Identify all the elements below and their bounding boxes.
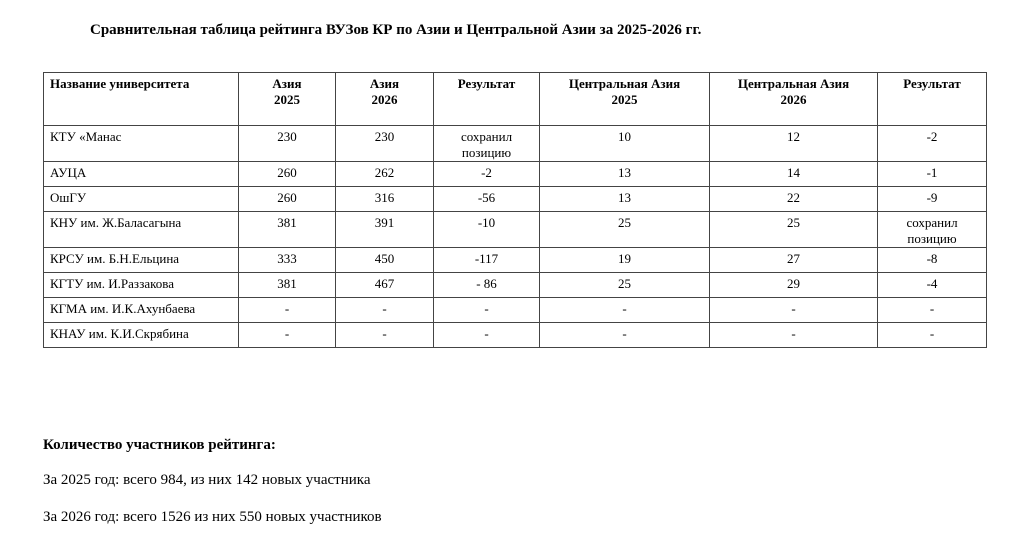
column-header: Название университета <box>44 73 239 126</box>
university-name-cell: КГМА им. И.К.Ахунбаева <box>44 298 239 323</box>
table-cell: 12 <box>710 126 878 162</box>
table-cell: 450 <box>336 248 434 273</box>
table-row <box>44 248 987 273</box>
university-name-cell: КТУ «Манас <box>44 126 239 162</box>
university-name-cell: КНУ им. Ж.Баласагына <box>44 212 239 248</box>
table-cell: 391 <box>336 212 434 248</box>
table-cell: -56 <box>434 187 540 212</box>
column-header: Азия 2026 <box>336 73 434 126</box>
table-cell: 381 <box>239 273 336 298</box>
table-cell: 230 <box>336 126 434 162</box>
table-cell: - <box>336 323 434 348</box>
table-cell: 230 <box>239 126 336 162</box>
column-header: Результат <box>878 73 987 126</box>
table-cell: -117 <box>434 248 540 273</box>
table-cell: - <box>434 323 540 348</box>
table-cell: -9 <box>878 187 987 212</box>
table-cell: - 86 <box>434 273 540 298</box>
university-name-cell: КРСУ им. Б.Н.Ельцина <box>44 248 239 273</box>
participants-2026: За 2026 год: всего 1526 из них 550 новых участников <box>43 509 382 525</box>
university-name-cell: КГТУ им. И.Раззакова <box>44 273 239 298</box>
table-cell: 260 <box>239 162 336 187</box>
table-cell: -4 <box>878 273 987 298</box>
column-header: Центральная Азия 2025 <box>540 73 710 126</box>
participants-heading: Количество участников рейтинга: <box>43 437 276 453</box>
table-row <box>44 298 987 323</box>
table-cell: 262 <box>336 162 434 187</box>
table-cell: 14 <box>710 162 878 187</box>
table-cell: 19 <box>540 248 710 273</box>
table-cell: 260 <box>239 187 336 212</box>
table-cell: 13 <box>540 162 710 187</box>
table-cell: 27 <box>710 248 878 273</box>
column-header: Центральная Азия 2026 <box>710 73 878 126</box>
table-row <box>44 126 987 162</box>
table-cell: - <box>540 298 710 323</box>
table-cell: -10 <box>434 212 540 248</box>
table-cell: - <box>540 323 710 348</box>
table-cell: -8 <box>878 248 987 273</box>
table-cell: 25 <box>710 212 878 248</box>
table-cell: - <box>710 298 878 323</box>
table-cell: - <box>878 298 987 323</box>
table-cell: - <box>710 323 878 348</box>
table-cell: - <box>434 298 540 323</box>
university-name-cell: КНАУ им. К.И.Скрябина <box>44 323 239 348</box>
university-name-cell: ОшГУ <box>44 187 239 212</box>
table-cell: -2 <box>878 126 987 162</box>
table-row <box>44 162 987 187</box>
column-header: Азия 2025 <box>239 73 336 126</box>
table-cell: 13 <box>540 187 710 212</box>
table-cell: сохранил позицию <box>434 126 540 162</box>
table-cell: 316 <box>336 187 434 212</box>
table-cell: 22 <box>710 187 878 212</box>
table-row <box>44 323 987 348</box>
university-name-cell: АУЦА <box>44 162 239 187</box>
table-cell: сохранил позицию <box>878 212 987 248</box>
participants-2025: За 2025 год: всего 984, из них 142 новых участника <box>43 472 371 488</box>
table-cell: 25 <box>540 273 710 298</box>
table-cell: 333 <box>239 248 336 273</box>
table-cell: 467 <box>336 273 434 298</box>
table-row <box>44 273 987 298</box>
table-cell: 25 <box>540 212 710 248</box>
table-cell: - <box>336 298 434 323</box>
table-cell: 10 <box>540 126 710 162</box>
page-title: Сравнительная таблица рейтинга ВУЗов КР по Азии и Центральной Азии за 2025-2026 гг. <box>90 22 702 38</box>
table-cell: -1 <box>878 162 987 187</box>
column-header: Результат <box>434 73 540 126</box>
table-row <box>44 187 987 212</box>
table-cell: - <box>239 298 336 323</box>
table-cell: - <box>239 323 336 348</box>
table-row <box>44 212 987 248</box>
table-cell: -2 <box>434 162 540 187</box>
rating-table <box>43 72 987 348</box>
table-cell: - <box>878 323 987 348</box>
table-cell: 381 <box>239 212 336 248</box>
table-header-row <box>44 73 987 126</box>
table-cell: 29 <box>710 273 878 298</box>
